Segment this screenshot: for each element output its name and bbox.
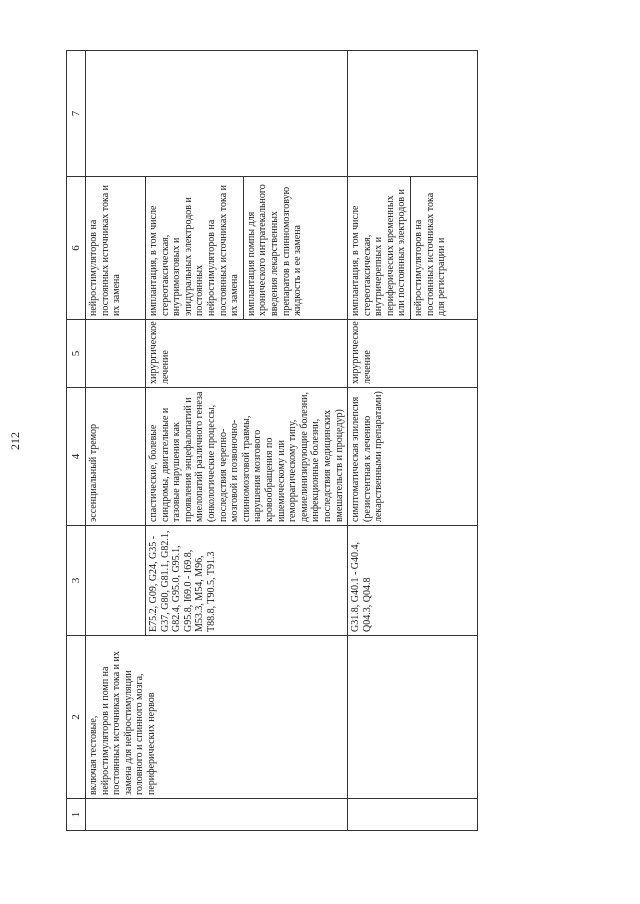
page-number: 212 (8, 432, 22, 450)
table-cell (146, 526, 348, 636)
table-cell (86, 320, 146, 388)
medical-procedures-table (66, 50, 478, 831)
header-row (67, 51, 86, 831)
table-cell (146, 388, 348, 526)
table-cell (86, 799, 348, 831)
table-cell (86, 388, 146, 526)
diagnosis-text: спастические, болевые синдромы, двигательные и тазовые нарушения как проявления энцефалопатий и миелопатий различного генеза (онкологические процессы, последствия черепно-мозговой и позвоночно-спинномозговой травмы, нарушения мозгового кровообращения по ишемическому или геморрагическому типу, демиелинизирующие болезни, инфекционные болезни, последствия медицинских вмешательств и процедур) (148, 391, 345, 522)
column-header: 1 (67, 799, 86, 831)
table-row (86, 51, 146, 831)
method-text: нейростимуляторов на постоянных источниках тока для регистрации и (413, 192, 448, 316)
table-row (348, 51, 478, 831)
table-cell (348, 526, 478, 636)
column-header: 5 (67, 320, 86, 388)
column-header: 3 (67, 526, 86, 636)
method-text: нейростимуляторов на постоянных источниках тока и их замена (88, 185, 123, 316)
column-header: 6 (67, 177, 86, 320)
table-cell (86, 526, 146, 636)
table-cell (348, 799, 478, 831)
icd-codes: G31.8, G40.1 - G40.4, Q04.3, Q04.8 (350, 542, 373, 632)
column-header: 4 (67, 388, 86, 526)
table-cell (348, 51, 478, 177)
diagnosis-text: симптоматическая эпилепсия (резистентная к лечению лекарственными препаратами) (350, 391, 385, 522)
treatment-type: хирургическое лечение (148, 321, 171, 384)
table-cell (86, 177, 146, 320)
diagnosis-text: эссенциальный тремор (88, 423, 99, 522)
icd-codes: E75.2, G09, G24, G35 - G37, G80, G81.1, G82.1, G82.4, G95.0, G95.1, G95.8, I69.0 - I69.8, M53.3, M54, M96, T88.8, T90.5, T91.3 (148, 530, 217, 632)
column-header: 7 (67, 51, 86, 177)
table-cell (86, 51, 348, 177)
table-cell (348, 636, 478, 799)
method-text: имплантация, в том числе стереотаксическая, внутричерепных и периферических временных или постоянных электродов и (348, 177, 411, 319)
table-cell (348, 177, 478, 320)
table-container (66, 51, 448, 831)
table-cell (146, 177, 348, 320)
table-cell (348, 320, 478, 388)
method-text: имплантация, в том числе стереотаксическая, внутримозговых и эпидуральных электродов и постоянных нейростимуляторов на постоянных источниках тока и их замена (146, 177, 244, 319)
method-text: имплантация помпы для хронического интратекального введения лекарственных препаратов в спинномозговую жидкость и ее замена (245, 184, 304, 316)
table-cell (146, 320, 348, 388)
table-cell (348, 388, 478, 526)
treatment-type: хирургическое лечение (350, 321, 373, 384)
table-cell (86, 636, 348, 799)
column-header: 2 (67, 636, 86, 799)
procedure-description: включая тестовые, нейростимуляторов и помп на постоянных источниках тока и их замена для нейростимуляции головного и спинного мозга, периферических нервов (88, 651, 157, 795)
